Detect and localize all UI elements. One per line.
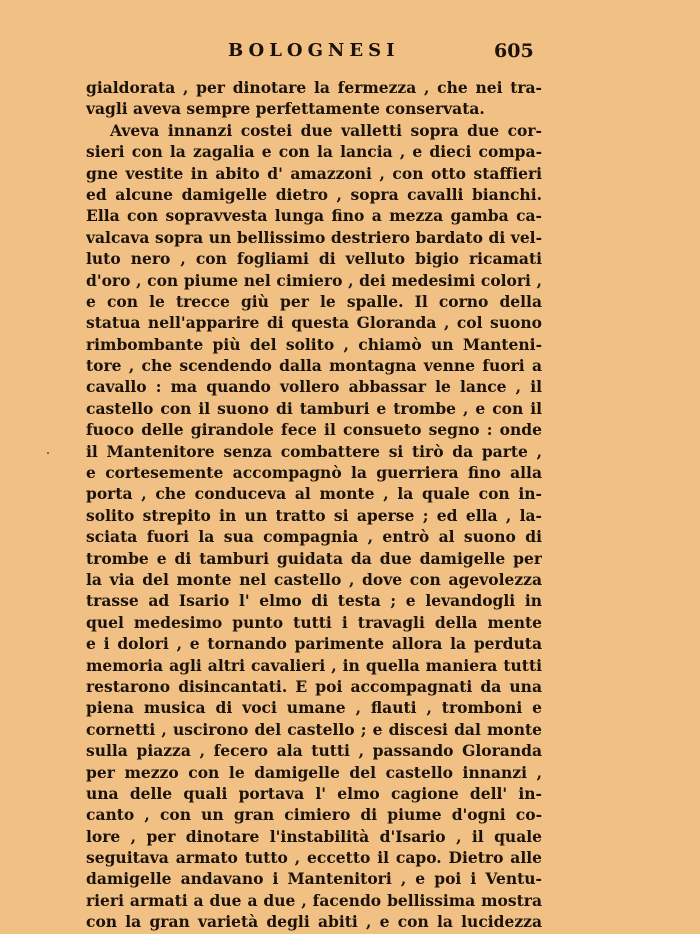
text-line: trombe e di tamburi guidata da due damigelle per: [86, 548, 542, 568]
body-text: [86, 77, 542, 933]
text-line: gne vestite in abito d' amazzoni , con otto staffieri: [86, 163, 542, 183]
text-line: lore , per dinotare l'instabilità d'Isario , il quale: [86, 826, 542, 846]
text-line: porta , che conduceva al monte , la quale con in-: [86, 484, 542, 504]
text-line: la via del monte nel castello , dove con agevolezza: [86, 569, 542, 589]
text-line: d'oro , con piume nel cimiero , dei medesimi colori ,: [86, 270, 542, 290]
text-line: statua nell'apparire di questa Gloranda , col suono: [86, 313, 542, 333]
text-line: valcava sopra un bellissimo destriero bardato di vel-: [86, 227, 542, 247]
text-line: gialdorata , per dinotare la fermezza , che nei tra-: [86, 78, 542, 97]
text-line: luto nero , con fogliami di velluto bigio ricamati: [86, 249, 542, 269]
text-line: castello con il suono di tamburi e trombe , e con il: [86, 398, 542, 418]
text-line: Aveva innanzi costei due valletti sopra due cor-: [110, 120, 542, 140]
text-line: una delle quali portava l' elmo cagione dell' in-: [86, 783, 542, 803]
text-line: quel medesimo punto tutti i travagli della mente: [86, 612, 542, 632]
text-line: trasse ad Isario l' elmo di testa ; e levandogli in: [86, 591, 542, 611]
text-line: con la gran varietà degli abiti , e con la lucidezza: [86, 912, 542, 932]
text-line: Ella con sopravvesta lunga fino a mezza gamba ca-: [86, 206, 542, 226]
text-line: sieri con la zagalia e con la lancia , e dieci compa-: [86, 142, 542, 162]
text-line: tore , che scendendo dalla montagna venne fuori a: [86, 356, 542, 376]
text-line: vagli aveva sempre perfettamente conservata.: [86, 99, 485, 119]
text-line: fuoco delle girandole fece il consueto segno : onde: [86, 420, 542, 440]
page-number: 605: [494, 40, 534, 62]
running-title: BOLOGNESI: [228, 40, 400, 61]
text-line: restarono disincantati. E poi accompagnati da una: [86, 676, 542, 696]
text-line: piena musica di voci umane , flauti , tromboni e: [86, 698, 542, 718]
text-line: rieri armati a due a due , facendo bellissima mostra: [86, 890, 542, 910]
paper-speck: [47, 452, 49, 454]
text-line: cornetti , uscirono del castello ; e discesi dal monte: [86, 719, 542, 739]
text-line: damigelle andavano i Mantenitori , e poi i Ventu-: [86, 869, 542, 889]
text-line: cavallo : ma quando vollero abbassar le lance , il: [86, 377, 542, 397]
text-line: canto , con un gran cimiero di piume d'ogni co-: [86, 805, 542, 825]
text-line: e cortesemente accompagnò la guerriera fino alla: [86, 463, 542, 483]
text-line: il Mantenitore senza combattere si tirò da parte ,: [86, 441, 542, 461]
text-line: per mezzo con le damigelle del castello innanzi ,: [86, 762, 542, 782]
text-line: e i dolori , e tornando parimente allora la perduta: [86, 634, 542, 654]
text-line: seguitava armato tutto , eccetto il capo. Dietro alle: [86, 848, 542, 868]
running-head: [0, 40, 700, 66]
text-line: sciata fuori la sua compagnia , entrò al suono di: [86, 527, 542, 547]
text-line: sulla piazza , fecero ala tutti , passando Gloranda: [86, 741, 542, 761]
text-line: rimbombante più del solito , chiamò un Manteni-: [86, 334, 542, 354]
text-line: solito strepito in un tratto si aperse ; ed ella , la-: [86, 505, 542, 525]
text-line: e con le trecce giù per le spalle. Il corno della: [86, 291, 542, 311]
text-line: memoria agli altri cavalieri , in quella maniera tutti: [86, 655, 542, 675]
text-line: ed alcune damigelle dietro , sopra cavalli bianchi.: [86, 184, 542, 204]
